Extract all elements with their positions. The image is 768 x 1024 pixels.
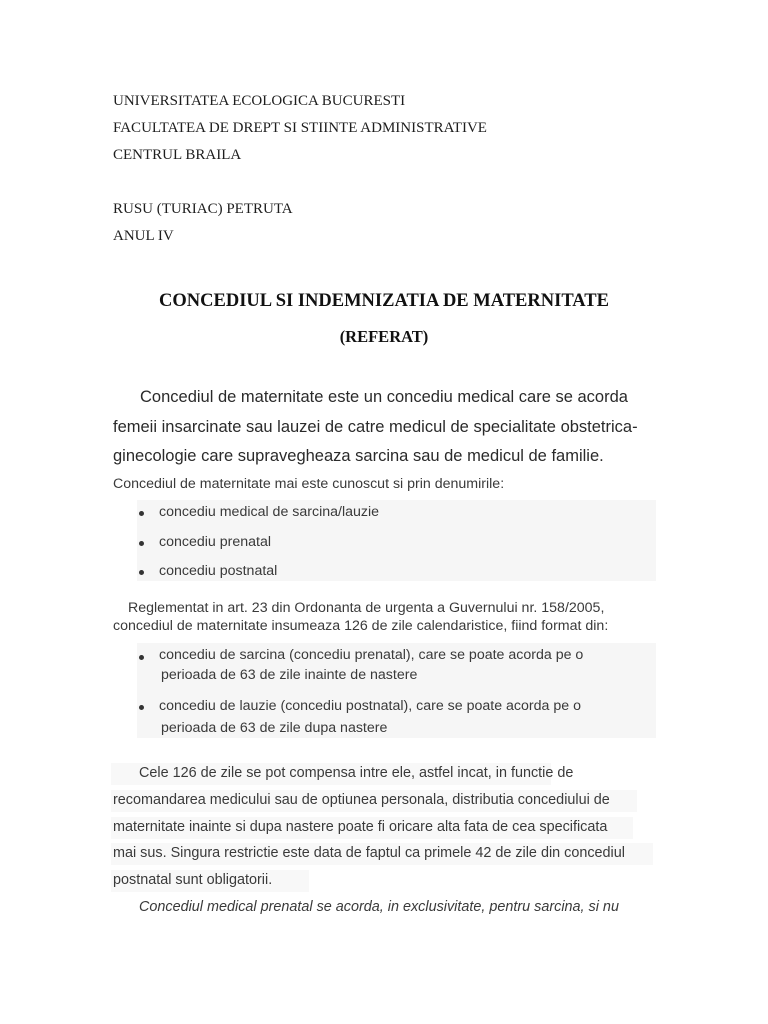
list-item: concediu de lauzie (concediu postnatal), care se poate acorda pe o (159, 698, 581, 714)
bullet-icon (139, 541, 144, 546)
paragraph-3-line-2: concediul de maternitate insumeaza 126 de zile calendaristice, fiind format din: (113, 618, 609, 634)
list-item: concediu postnatal (159, 563, 278, 579)
paragraph-1-line-2: femeii insarcinate sau lauzei de catre medicul de specialitate obstetrica- (113, 418, 638, 436)
list-item: concediu prenatal (159, 534, 272, 550)
center-name: CENTRUL BRAILA (113, 147, 242, 163)
paragraph-4-line-3: maternitate inainte si dupa nastere poate fi oricare alta fata de cea specificata (113, 819, 608, 835)
paragraph-4-line-4: mai sus. Singura restrictie este data de faptul ca primele 42 de zile din concediul (113, 845, 625, 861)
study-year: ANUL IV (113, 228, 174, 244)
paragraph-3-line-1: Reglementat in art. 23 din Ordonanta de urgenta a Guvernului nr. 158/2005, (128, 600, 605, 616)
document-subtitle: (REFERAT) (339, 327, 429, 346)
list-item-continuation: perioada de 63 de zile inainte de nastere (161, 667, 418, 683)
list-item-continuation: perioada de 63 de zile dupa nastere (161, 720, 388, 736)
list-item: concediu de sarcina (concediu prenatal), care se poate acorda pe o (159, 647, 584, 663)
paragraph-4-line-2: recomandarea medicului sau de optiunea personala, distributia concediului de (113, 792, 610, 808)
paragraph-2-intro: Concediul de maternitate mai este cunoscut si prin denumirile: (113, 476, 505, 492)
faculty-name: FACULTATEA DE DREPT SI STIINTE ADMINISTRATIVE (113, 120, 487, 136)
university-name: UNIVERSITATEA ECOLOGICA BUCURESTI (113, 93, 406, 109)
paragraph-4-line-5: postnatal sunt obligatorii. (113, 872, 273, 888)
paragraph-1-line-1: Concediul de maternitate este un concediu medical care se acorda (140, 388, 628, 406)
paragraph-1-line-3: ginecologie care supravegheaza sarcina sau de medicul de familie. (113, 447, 604, 465)
bullet-icon (139, 705, 144, 710)
paragraph-4-line-1: Cele 126 de zile se pot compensa intre ele, astfel incat, in functie de (139, 765, 574, 781)
list-item: concediu medical de sarcina/lauzie (159, 504, 380, 520)
bullet-icon (139, 655, 144, 660)
bullet-icon (139, 570, 144, 575)
paragraph-5-line-1: Concediul medical prenatal se acorda, in exclusivitate, pentru sarcina, si nu (139, 899, 619, 915)
author-name: RUSU (TURIAC) PETRUTA (113, 201, 293, 217)
document-title: CONCEDIUL SI INDEMNIZATIA DE MATERNITATE (159, 291, 609, 311)
bullet-icon (139, 511, 144, 516)
